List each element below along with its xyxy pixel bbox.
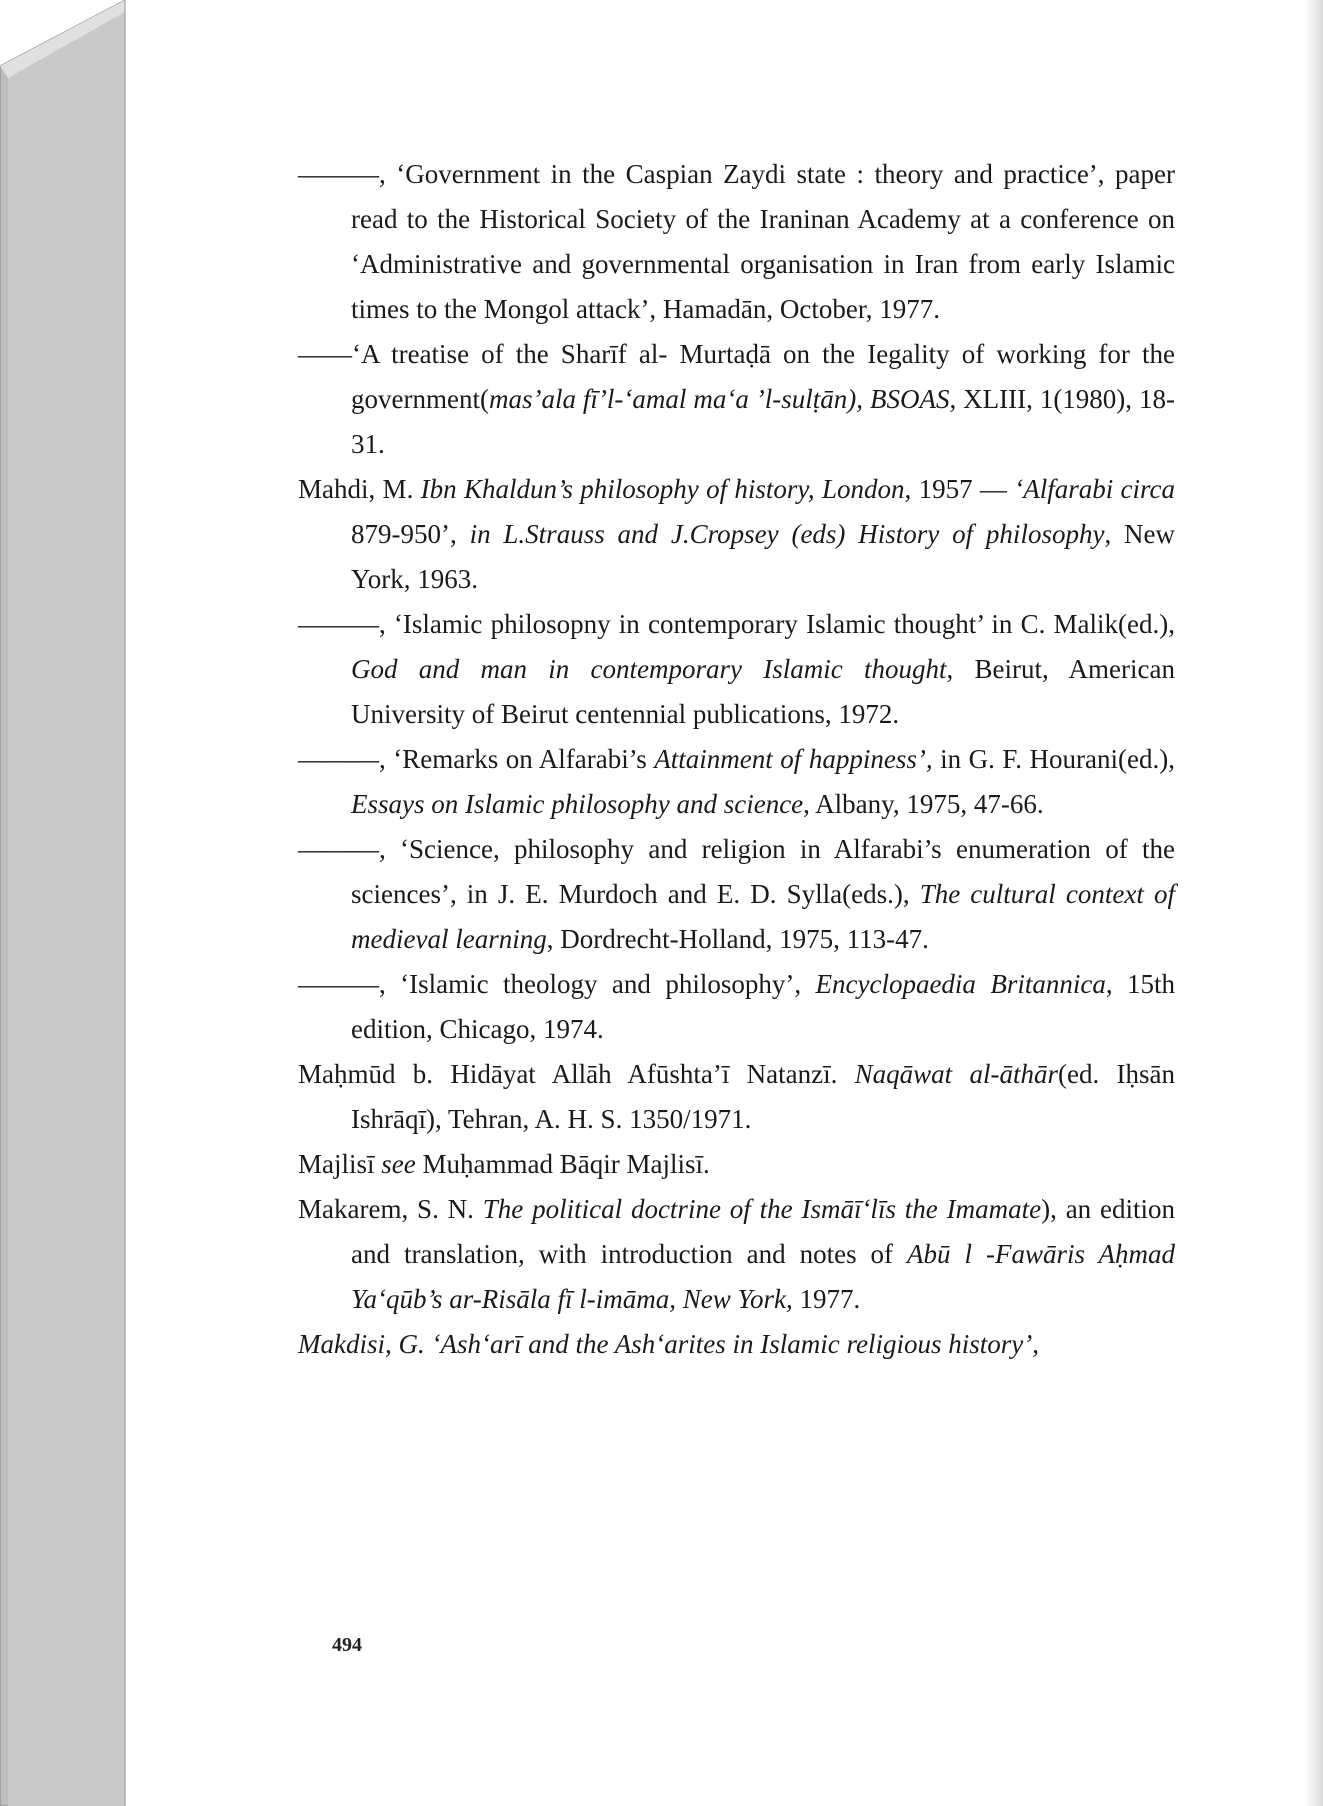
- text-segment: , Albany, 1975, 47-66.: [803, 789, 1044, 819]
- ditto-dash: ———: [298, 969, 379, 999]
- italic-segment: mas’ala fī’l-‘amal ma‘a ’l-sulṭān), BSOAS: [488, 384, 950, 414]
- bibliography-entry: [298, 1187, 1175, 1322]
- italic-segment: in L.Strauss and J.Cropsey (eds) History of philosophy: [469, 519, 1105, 549]
- text-segment: , ‘Remarks on Alfarabi’s: [379, 744, 655, 774]
- bibliography-entry: [298, 827, 1175, 962]
- italic-segment: The cultural context of medieval learning: [351, 879, 1175, 954]
- italic-segment: The political doctrine of the Ismāī‘līs the Imamate: [482, 1194, 1042, 1224]
- text-segment: , Dordrecht-Holland, 1975, 113-47.: [546, 924, 929, 954]
- italic-segment: Attainment of happiness’,: [654, 744, 933, 774]
- text-segment: Majlisī: [298, 1149, 382, 1179]
- ditto-dash: ———: [298, 744, 379, 774]
- bibliography-entry: [298, 1322, 1175, 1367]
- page-edge-shadow: [1304, 0, 1323, 1806]
- italic-segment: see: [381, 1149, 416, 1179]
- bibliography-entry: [298, 467, 1175, 602]
- italic-segment: Ibn Khaldun’s philosophy of history, London,: [420, 474, 912, 504]
- bibliography-entry: [298, 1052, 1175, 1142]
- ditto-dash: ———: [298, 159, 379, 189]
- italic-segment: Naqāwat al-āthār: [854, 1059, 1058, 1089]
- italic-segment: Essays on Islamic philosophy and science: [351, 789, 804, 819]
- italic-segment: God and man in contemporary Islamic thought: [351, 654, 947, 684]
- bibliography-entry: [298, 737, 1175, 827]
- page-number: 494: [332, 1634, 362, 1656]
- text-segment: ), an edition and translation, with introduction and notes of: [351, 1194, 1176, 1269]
- bibliography-entry: [298, 962, 1175, 1052]
- text-segment: , 15th edition, Chicago, 1974.: [351, 969, 1176, 1044]
- italic-segment: ‘Alfarabi circa: [1014, 474, 1176, 504]
- text-segment: in G. F. Hourani(ed.),: [932, 744, 1175, 774]
- text-segment: ‘A treatise of the Sharīf al- Murtaḍā on the Iegality of working for the government(: [351, 339, 1175, 414]
- italic-segment: Makdisi, G. ‘Ash‘arī and the Ash‘arites in Islamic religious history’,: [298, 1329, 1039, 1359]
- text-segment: , ‘Islamic theology and philosophy’,: [379, 969, 816, 999]
- text-segment: , ‘Government in the Caspian Zaydi state : theory and practice’, paper read to the Historical Society of the Iraninan Academy at a conference on ‘Administrative and governmental organisation in Iran from early Islamic times to the Mongol attack’, Hamadān, October, 1977.: [351, 159, 1175, 324]
- text-segment: Mahdi, M.: [298, 474, 421, 504]
- italic-segment: Encyclopaedia Britannica: [815, 969, 1106, 999]
- bibliography-entry: [298, 152, 1175, 332]
- text-segment: , XLIII, 1(1980), 18-31.: [351, 384, 1175, 459]
- ditto-dash: ———: [298, 834, 379, 864]
- bibliography-entry: [298, 1142, 1175, 1187]
- italic-segment: Abū l -Fawāris Aḥmad Ya‘qūb’s ar-Risāla fī l-imāma, New York,: [351, 1239, 1176, 1314]
- bibliography-entry: [298, 602, 1175, 737]
- text-segment: , Beirut, American University of Beirut centennial publications, 1972.: [351, 654, 1175, 729]
- text-segment: 1977.: [792, 1284, 861, 1314]
- text-segment: , New York, 1963.: [351, 519, 1176, 594]
- ditto-dash: ——: [298, 339, 352, 369]
- text-segment: 879-950’,: [351, 519, 470, 549]
- text-segment: Maḥmūd b. Hidāyat Allāh Afūshta’ī Natanzī.: [298, 1059, 855, 1089]
- text-segment: 1957 —: [911, 474, 1015, 504]
- ditto-dash: ———: [298, 609, 379, 639]
- text-segment: , ‘Islamic philosopny in contemporary Islamic thought’ in C. Malik(ed.),: [379, 609, 1175, 639]
- bibliography-entry: [298, 332, 1175, 467]
- bibliography-list: [298, 152, 1175, 1367]
- text-segment: Muḥammad Bāqir Majlisī.: [415, 1149, 710, 1179]
- text-segment: Makarem, S. N.: [298, 1194, 483, 1224]
- text-segment: , ‘Science, philosophy and religion in Alfarabi’s enumeration of the sciences’, in J. E. Murdoch and E. D. Sylla(eds.),: [351, 834, 1175, 909]
- text-segment: (ed. Iḥsān Ishrāqī), Tehran, A. H. S. 1350/1971.: [351, 1059, 1175, 1134]
